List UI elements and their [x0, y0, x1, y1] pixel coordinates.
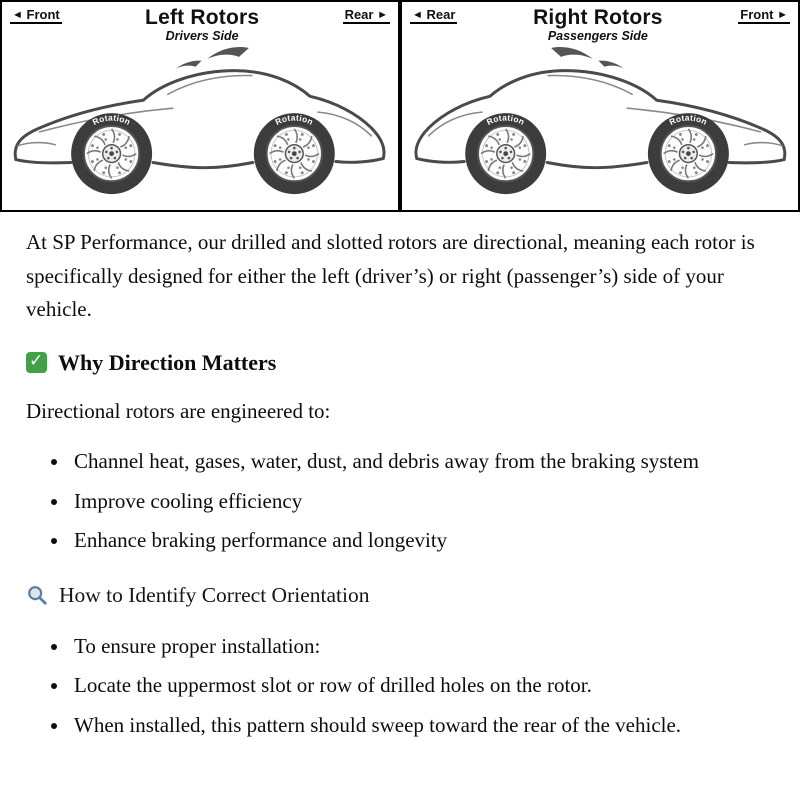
heading-text: Why Direction Matters: [58, 349, 277, 375]
rotor-direction-diagram: [0, 0, 800, 212]
front-direction-label: [10, 7, 62, 24]
orientation-heading: [26, 582, 774, 610]
check-icon: [26, 352, 47, 373]
arrow-left-icon: ◄: [412, 9, 423, 21]
corner-text: Rear: [426, 7, 456, 22]
panel-title: Left Rotors: [145, 6, 260, 29]
article: [0, 212, 800, 770]
front-rotor: [84, 126, 139, 181]
panel-subtitle: Drivers Side: [165, 29, 239, 44]
corner-text: Rear: [344, 7, 374, 22]
right-panel-titles: [457, 7, 738, 43]
arrow-right-icon: ►: [377, 9, 388, 21]
left-car-illustration: [2, 43, 398, 201]
heading-text: How to Identify Correct Orientation: [59, 582, 370, 607]
list-item: • Channel heat, gases, water, dust, and debris away from the braking system: [70, 445, 774, 479]
list-item: • When installed, this pattern should sweep toward the rear of the vehicle.: [70, 709, 774, 743]
corner-text: Front: [26, 7, 60, 22]
list-item: • Improve cooling efficiency: [70, 485, 774, 519]
left-panel-titles: [62, 7, 343, 43]
left-rotors-panel: [0, 0, 400, 212]
svg-text:Rotation: Rotation: [273, 112, 316, 128]
rear-rotor: [267, 126, 322, 181]
svg-text:Rotation: Rotation: [667, 112, 710, 128]
right-car-illustration: [402, 43, 798, 201]
front-direction-label: [738, 7, 790, 24]
list-item: • Enhance braking performance and longevity: [70, 524, 774, 558]
list-item: • Locate the uppermost slot or row of drilled holes on the rotor.: [70, 669, 774, 703]
panel-title: Right Rotors: [533, 6, 663, 29]
arrow-left-icon: ◄: [12, 9, 23, 21]
list-item: • To ensure proper installation:: [70, 630, 774, 664]
arrow-right-icon: ►: [777, 9, 788, 21]
svg-text:Rotation: Rotation: [484, 112, 527, 128]
corner-text: Front: [740, 7, 774, 22]
front-rotor: [661, 126, 716, 181]
rear-direction-label: [343, 7, 390, 24]
benefits-list: [26, 445, 774, 558]
right-panel-header: [402, 2, 798, 43]
magnifier-icon: [26, 584, 48, 606]
installation-list: [26, 630, 774, 743]
right-rotors-panel: [400, 0, 800, 212]
why-direction-matters-heading: [26, 349, 774, 378]
svg-text:Rotation: Rotation: [90, 112, 133, 128]
rear-rotor: [478, 126, 533, 181]
intro-paragraph: At SP Performance, our drilled and slotted rotors are directional, meaning each rotor is specifically designed for either the left (driver’s) or right (passenger’s) side of your vehicle.: [26, 230, 755, 322]
rear-direction-label: [410, 7, 457, 24]
lead-paragraph: Directional rotors are engineered to:: [26, 399, 331, 424]
panel-subtitle: Passengers Side: [547, 29, 648, 44]
left-panel-header: [2, 2, 398, 43]
